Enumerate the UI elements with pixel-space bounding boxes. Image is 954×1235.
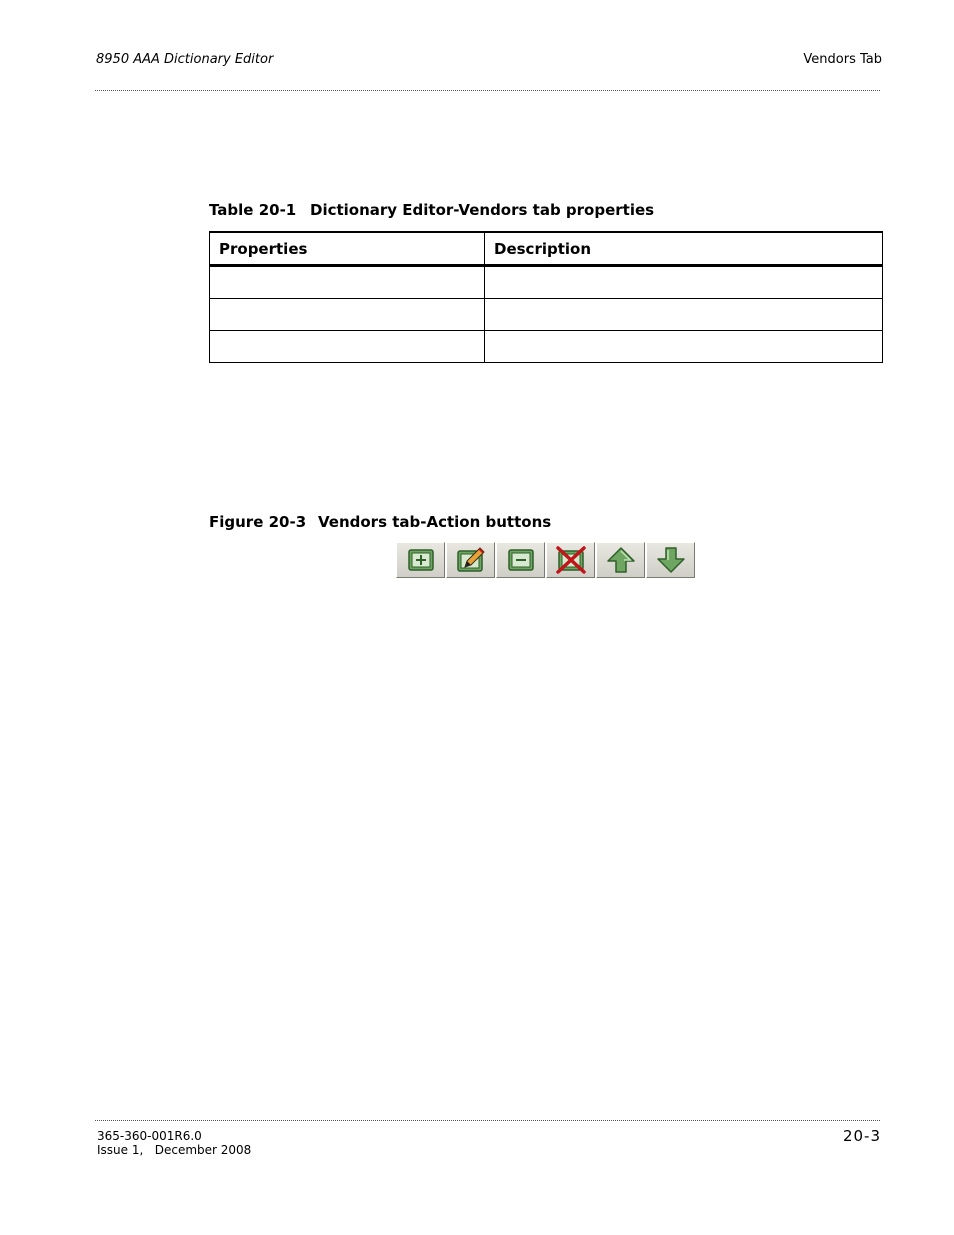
delete-button[interactable] <box>546 542 595 578</box>
add-button[interactable] <box>396 542 445 578</box>
running-header-title: 8950 AAA Dictionary Editor <box>96 52 274 67</box>
column-header-properties: Properties <box>210 232 485 266</box>
table-title: Dictionary Editor-Vendors tab properties <box>310 201 655 219</box>
table-row <box>210 266 883 299</box>
table-caption <box>209 201 654 219</box>
figure-number: Figure 20-3 <box>209 513 307 531</box>
table-number: Table 20-1 <box>209 201 297 219</box>
header-rule <box>95 90 880 91</box>
arrow-down-icon <box>656 546 686 574</box>
table-cell <box>210 331 485 363</box>
table-row <box>210 299 883 331</box>
table-header-row <box>210 232 883 266</box>
footer-rule <box>95 1120 880 1121</box>
move-down-button[interactable] <box>646 542 695 578</box>
column-header-description: Description <box>485 232 883 266</box>
move-up-button[interactable] <box>596 542 645 578</box>
action-button-bar <box>396 542 695 578</box>
delete-x-icon <box>555 546 587 574</box>
running-header-section: Vendors Tab <box>803 52 882 67</box>
remove-icon <box>507 548 535 572</box>
table-cell <box>485 266 883 299</box>
footer-doc-id: 365-360-001R6.0 <box>97 1129 202 1143</box>
remove-button[interactable] <box>496 542 545 578</box>
table-cell <box>210 266 485 299</box>
footer-doc-info <box>97 1129 251 1157</box>
properties-table <box>209 231 883 363</box>
add-icon <box>407 548 435 572</box>
figure-caption <box>209 513 551 531</box>
table-cell <box>210 299 485 331</box>
table-cell <box>485 299 883 331</box>
edit-button[interactable] <box>446 542 495 578</box>
page-number: 20-3 <box>842 1127 881 1145</box>
figure-title: Vendors tab-Action buttons <box>318 513 552 531</box>
arrow-up-icon <box>606 546 636 574</box>
table-cell <box>485 331 883 363</box>
edit-pencil-icon <box>456 547 486 573</box>
footer-issue: Issue 1, December 2008 <box>97 1143 252 1157</box>
table-row <box>210 331 883 363</box>
